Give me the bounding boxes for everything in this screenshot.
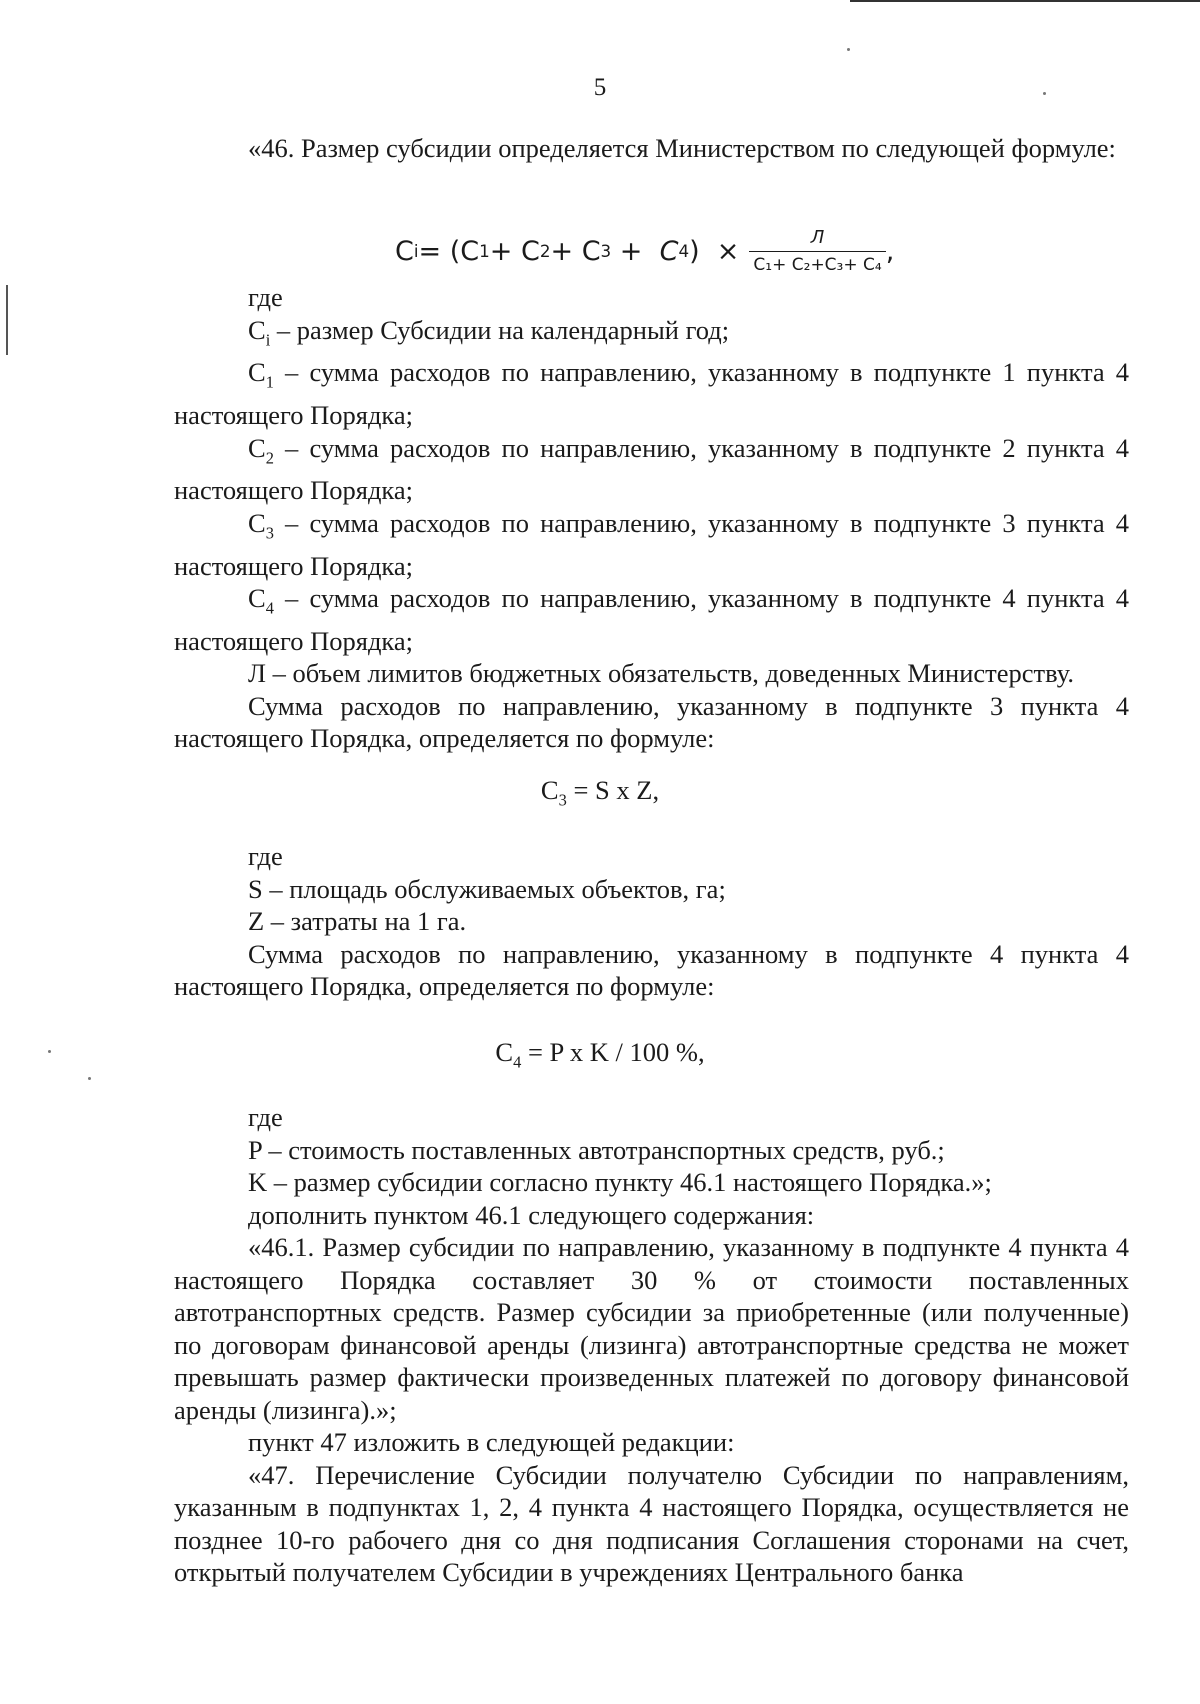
definition-text: – сумма расходов по направлению, указанному в подпункте 4 пункта 4 настоящего Порядка; bbox=[174, 583, 1129, 656]
symbol: C bbox=[248, 583, 266, 614]
formula-term: + C bbox=[489, 235, 540, 267]
formula-term: = (C bbox=[418, 235, 480, 267]
symbol-subscript: 2 bbox=[265, 447, 274, 467]
definitions-block bbox=[174, 281, 1129, 755]
symbol: C bbox=[248, 507, 266, 538]
section-47: «47. Перечисление Субсидии получателю Субсидии по направлениям, указанным в подпунктах 1, 2, 4 пункта 4 настоящего Порядка, осуществляется не позднее 10-го рабочего дня со дня подписания Соглашения сторонами на счет, открытый получателем Субсидии в учреждениях Центрального банка bbox=[174, 1459, 1129, 1587]
where-label: где bbox=[248, 1102, 283, 1132]
definition-ci bbox=[174, 314, 1129, 357]
scan-speck bbox=[847, 48, 850, 51]
paragraph-sum3: Сумма расходов по направлению, указанному в подпункте 3 пункта 4 настоящего Порядка, определяется по формуле: bbox=[174, 690, 1129, 754]
definition-z: Z – затраты на 1 га. bbox=[248, 906, 467, 936]
symbol-subscript: 4 bbox=[265, 598, 274, 618]
formula-symbol: C bbox=[540, 775, 559, 805]
formula-term: + C bbox=[550, 235, 601, 267]
scan-speck bbox=[88, 1077, 91, 1080]
c3-definitions bbox=[174, 840, 1129, 1003]
fraction-numerator: Л bbox=[810, 227, 825, 248]
subsidy-formula bbox=[395, 227, 894, 275]
symbol: C bbox=[248, 357, 266, 388]
formula-subscript: 2 bbox=[539, 241, 551, 261]
definition-text: – сумма расходов по направлению, указанному в подпункте 1 пункта 4 настоящего Порядка; bbox=[174, 357, 1129, 431]
formula-c4 bbox=[0, 1037, 1200, 1072]
section-46-1: «46.1. Размер субсидии по направлению, указанному в подпункте 4 пункта 4 настоящего Порядка составляет 30 % от стоимости поставленных автотранспортных средств. Размер субсидии за приобретенные (или полученные) по договорам финансовой аренды (лизинга) автотранспортные средства не может превышать размер фактически произведенных платежей по договору финансовой аренды (лизинга).»; bbox=[174, 1232, 1129, 1425]
formula-term: + bbox=[611, 235, 660, 267]
formula-term: , bbox=[885, 235, 895, 267]
definition-text: – сумма расходов по направлению, указанному в подпункте 2 пункта 4 настоящего Порядка; bbox=[174, 432, 1129, 506]
symbol: C bbox=[248, 314, 266, 345]
formula-subscript: 4 bbox=[678, 241, 690, 261]
definition-k: K – размер субсидии согласно пункту 46.1 настоящего Порядка.»; bbox=[248, 1167, 992, 1197]
formula-term: C bbox=[395, 235, 414, 267]
symbol-subscript: 3 bbox=[265, 523, 274, 543]
definition-c1 bbox=[174, 356, 1129, 431]
scan-edge-mark bbox=[6, 285, 8, 355]
definition-l: Л – объем лимитов бюджетных обязательств, доведенных Министерству. bbox=[248, 658, 1074, 689]
definition-p: P – стоимость поставленных автотранспортных средств, руб.; bbox=[248, 1134, 945, 1165]
symbol: C bbox=[248, 432, 266, 463]
definition-s: S – площадь обслуживаемых объектов, га; bbox=[248, 873, 726, 904]
where-label: где bbox=[248, 282, 283, 312]
where-label: где bbox=[248, 841, 283, 871]
formula-subscript: 3 bbox=[600, 241, 612, 261]
formula-rest: = P x K / 100 %, bbox=[521, 1037, 705, 1067]
formula-rest: = S x Z, bbox=[566, 775, 660, 805]
fraction-denominator: C₁+ C₂+C₃+ C₄ bbox=[749, 251, 885, 275]
top-border-line bbox=[850, 0, 1200, 2]
formula-subscript: i bbox=[413, 241, 419, 261]
section-46-intro bbox=[174, 132, 1129, 165]
formula-subscript: 1 bbox=[479, 241, 490, 261]
symbol-subscript: 1 bbox=[265, 372, 274, 392]
definition-c4 bbox=[174, 582, 1129, 657]
definition-c2 bbox=[174, 432, 1129, 507]
page-number: 5 bbox=[593, 74, 607, 101]
formula-subscript: 4 bbox=[513, 1052, 522, 1072]
c4-definitions-and-amendments bbox=[174, 1101, 1129, 1589]
formula-c3 bbox=[0, 775, 1200, 810]
formula-term: ) × bbox=[689, 235, 740, 267]
formula-term: C bbox=[659, 235, 679, 267]
paragraph: «46. Размер субсидии определяется Министерством по следующей формуле: bbox=[248, 133, 1116, 163]
paragraph-sum4: Сумма расходов по направлению, указанному в подпункте 4 пункта 4 настоящего Порядка, определяется по формуле: bbox=[174, 938, 1129, 1001]
amendment-instruction: дополнить пунктом 46.1 следующего содержания: bbox=[248, 1199, 815, 1230]
amendment-instruction: пункт 47 изложить в следующей редакции: bbox=[248, 1427, 735, 1457]
symbol-subscript: i bbox=[265, 329, 271, 349]
formula-subscript: 3 bbox=[558, 790, 567, 810]
formula-fraction bbox=[749, 227, 885, 275]
definition-c3 bbox=[174, 507, 1129, 582]
formula-symbol: C bbox=[495, 1037, 514, 1067]
definition-text: – сумма расходов по направлению, указанному в подпункте 3 пункта 4 настоящего Порядка; bbox=[174, 507, 1129, 581]
definition-text: – размер Субсидии на календарный год; bbox=[270, 314, 730, 345]
